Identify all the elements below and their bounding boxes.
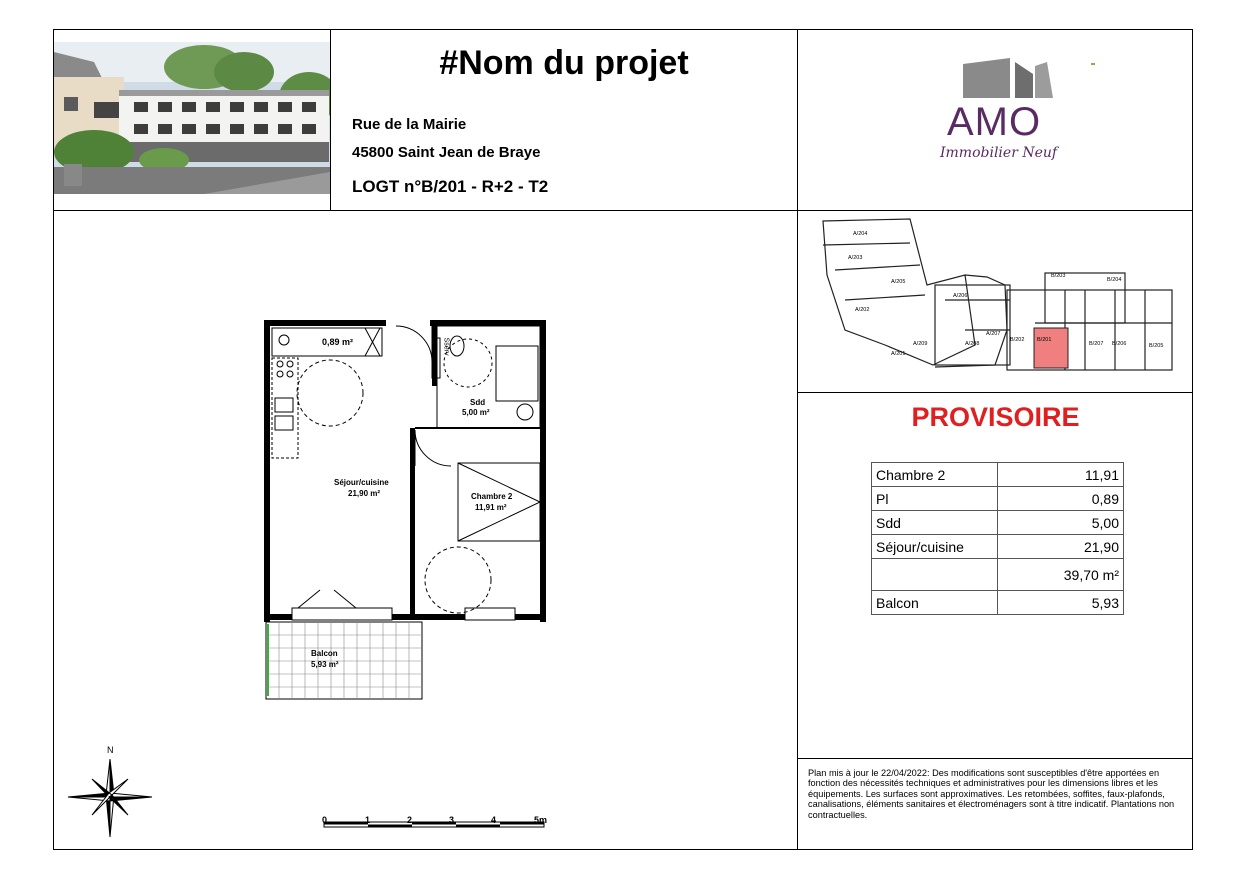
sejour-name-label: Séjour/cuisine xyxy=(334,478,389,487)
highlighted-unit xyxy=(1034,328,1068,368)
site-unit-label: A/202 xyxy=(855,307,870,313)
surface-area: 11,91 xyxy=(998,463,1124,487)
logo-wordmark: AMO xyxy=(947,100,1042,144)
balcon-name-label: Balcon xyxy=(311,649,338,658)
site-unit-label: B/206 xyxy=(1112,341,1127,347)
site-unit-label: A/201 xyxy=(891,351,906,357)
chambre-area-label: 11,91 m² xyxy=(475,503,507,512)
scale-tick-label: 1 xyxy=(365,815,371,825)
surface-row xyxy=(872,591,1124,615)
sejour-area-label: 21,90 m² xyxy=(348,489,381,498)
scale-bar xyxy=(316,810,556,840)
site-unit-label: A/207 xyxy=(986,331,1001,337)
surface-room xyxy=(872,559,998,591)
scale-tick-label: 2 xyxy=(407,815,413,825)
site-unit-label: A/204 xyxy=(853,231,868,237)
surface-row xyxy=(872,511,1124,535)
scale-tick-label: 5m xyxy=(534,815,548,825)
note-divider xyxy=(797,758,1193,759)
site-unit-label: B/207 xyxy=(1089,341,1104,347)
sdd-name-label: Sdd xyxy=(470,398,486,407)
surface-room: Balcon xyxy=(872,591,998,615)
surface-area: 21,90 xyxy=(998,535,1124,559)
north-arrow-icon xyxy=(62,745,162,845)
surface-table xyxy=(871,462,1124,615)
site-unit-label: A/209 xyxy=(913,341,928,347)
site-unit-label: B/203 xyxy=(1051,273,1066,279)
pl-area-label: 0,89 m² xyxy=(322,337,354,347)
building-photo xyxy=(54,42,330,194)
site-plan xyxy=(815,215,1187,385)
scale-tick-label: 4 xyxy=(491,815,497,825)
right-column-divider xyxy=(797,29,798,850)
surface-room: Sdd xyxy=(872,511,998,535)
site-unit-label: B/201 xyxy=(1037,337,1052,343)
surface-area: 39,70 m² xyxy=(998,559,1124,591)
sserv-label: Sserv xyxy=(442,337,450,356)
project-title: #Nom du projet xyxy=(439,44,689,82)
scale-tick-label: 0 xyxy=(322,815,328,825)
surface-row xyxy=(872,559,1124,591)
balcon-area-label: 5,93 m² xyxy=(311,660,339,669)
site-unit-label: A/206 xyxy=(953,293,968,299)
header-divider xyxy=(53,210,1193,211)
surface-room: Séjour/cuisine xyxy=(872,535,998,559)
surface-area: 5,00 xyxy=(998,511,1124,535)
disclaimer-note: Plan mis à jour le 22/04/2022: Des modifications sont susceptibles d'être apportées en fonction des nécessités techniques et administratives pour les dimensions libres et les équipements. Les surfaces sont approximatives. Les retombées, soffites, faux-plafonds, canalisations, éléments sanitaires et électroménagers sont à titre indicatif. Plantations non contractuelles. xyxy=(808,768,1175,820)
sdd-area-label: 5,00 m² xyxy=(462,408,490,417)
surface-row xyxy=(872,535,1124,559)
surface-row xyxy=(872,463,1124,487)
surface-row xyxy=(872,487,1124,511)
status-label: PROVISOIRE xyxy=(911,402,1080,432)
site-unit-label: B/205 xyxy=(1149,343,1164,349)
address-city: 45800 Saint Jean de Braye xyxy=(352,144,541,161)
chambre-name-label: Chambre 2 xyxy=(471,492,513,501)
siteplan-divider xyxy=(797,392,1193,393)
site-unit-label: A/205 xyxy=(891,279,906,285)
surface-room: Pl xyxy=(872,487,998,511)
surface-area: 0,89 xyxy=(998,487,1124,511)
site-unit-label: B/204 xyxy=(1107,277,1122,283)
scale-tick-label: 3 xyxy=(449,815,455,825)
site-unit-label: A/203 xyxy=(848,255,863,261)
surface-room: Chambre 2 xyxy=(872,463,998,487)
north-label: N xyxy=(107,745,114,755)
site-unit-label: B/202 xyxy=(1010,337,1025,343)
lot-reference: LOGT n°B/201 - R+2 - T2 xyxy=(352,177,549,196)
surface-area: 5,93 xyxy=(998,591,1124,615)
site-unit-label: A/208 xyxy=(965,341,980,347)
logo-tagline: Immobilier Neuf xyxy=(940,145,1058,161)
address-street: Rue de la Mairie xyxy=(352,116,467,133)
